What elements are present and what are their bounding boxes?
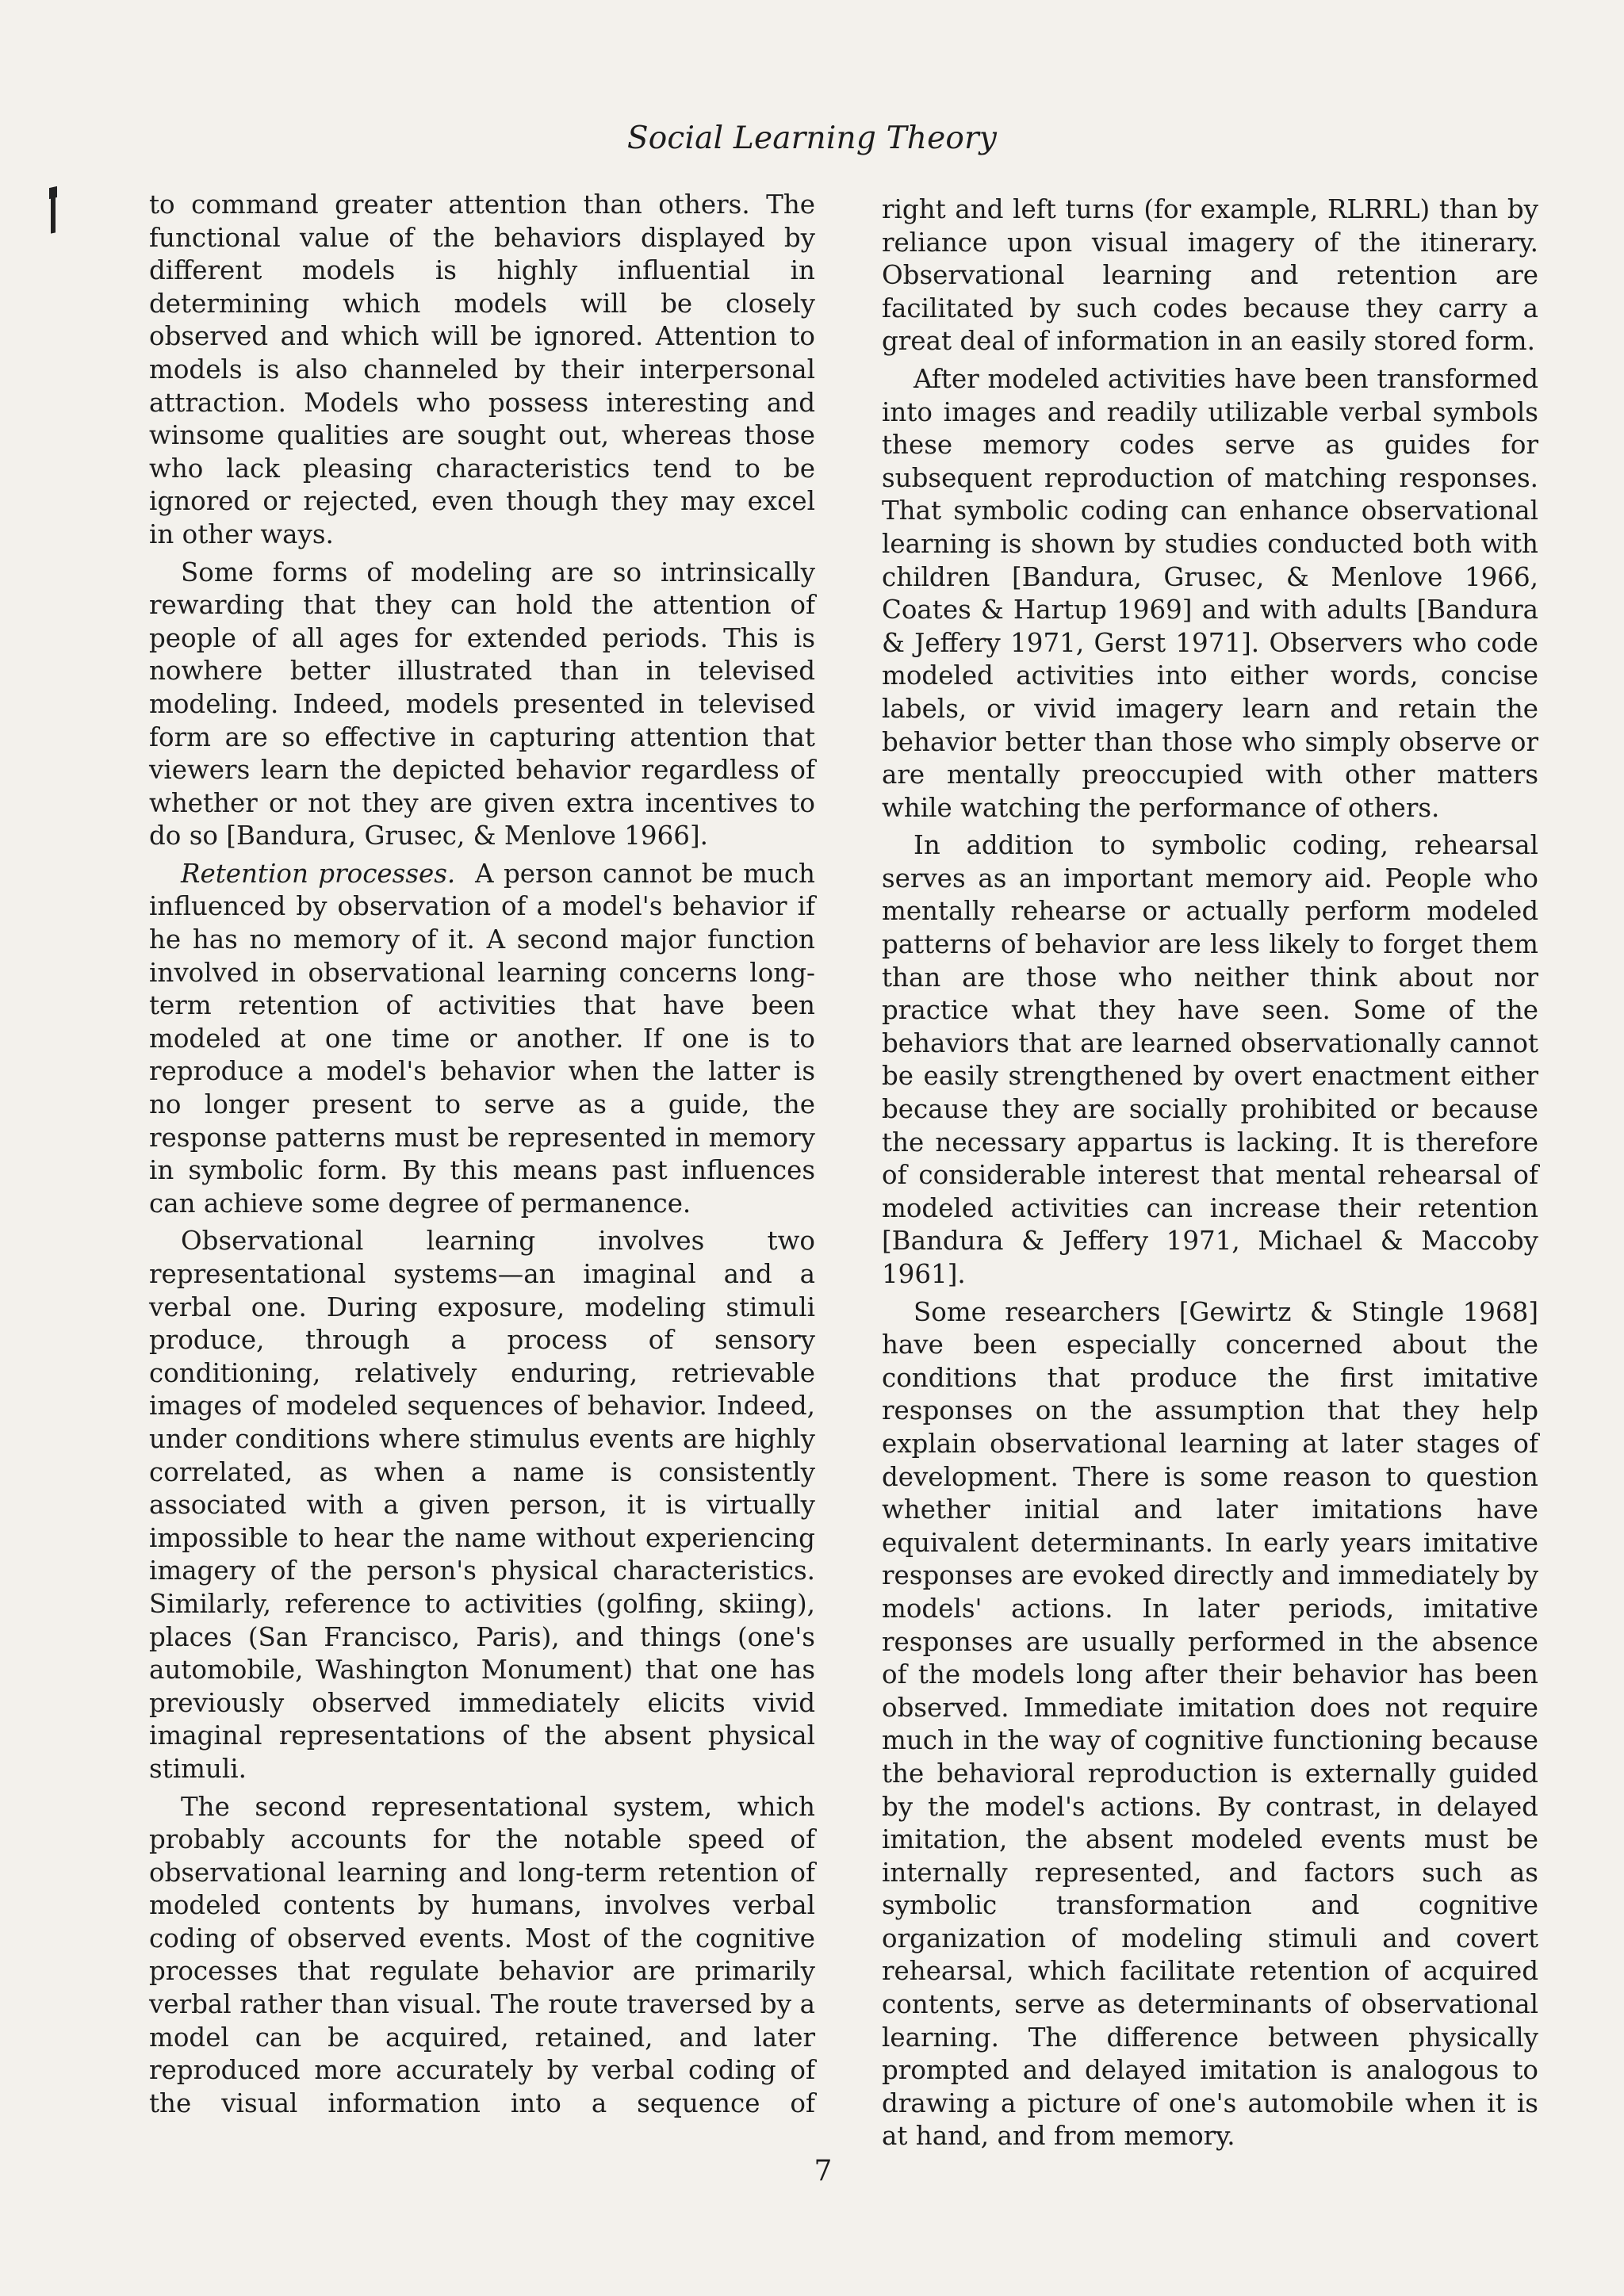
section-heading-retention: Retention processes. [181,858,456,889]
paragraph-body: A person cannot be much influenced by observation of a model's behavior if he has no memory of it. A second major function involved in observational learning concerns long-term retention of activities that have been modeled at one time or another. If one is to reproduce a model's behavior when the latter is no longer present to serve as a guide, the response patterns must be represented in memory in symbolic form. By this means past influences can achieve some degree of permanence. [149,858,815,1219]
page-number: 7 [814,2155,833,2187]
left-column [149,189,815,2125]
paragraph: Some researchers [Gewirtz & Stingle 1968] have been especially concerned about the conditions that produce the first imitative responses on the assumption that they help explain observational learning at later stages of development. There is some reason to question whether initial and later imitations have equivalent determinants. In early years imitative responses are evoked directly and immediately by models' actions. In later periods, imitative responses are usually performed in the absence of the models long after their behavior has been observed. Immediate imitation does not require much in the way of cognitive functioning because the behavioral reproduction is externally guided by the model's actions. By contrast, in delayed imitation, the absent modeled events must be internally represented, and factors such as symbolic transformation and cognitive organization of modeling stimuli and covert rehearsal, which facilitate retention of acquired contents, serve as determinants of observational learning. The difference between physically prompted and delayed imitation is analogous to drawing a picture of one's automobile when it is at hand, and from memory. [882,1296,1538,2152]
paragraph-with-run-in-heading [149,858,815,1221]
margin-mark [51,189,56,233]
running-header: Social Learning Theory [626,121,998,156]
right-column [882,193,1538,2158]
paragraph: Some forms of modeling are so intrinsically rewarding that they can hold the attention of people of all ages for extended periods. This is nowhere better illustrated than in televised modeling. Indeed, models presented in televised form are so effective in capturing attention that viewers learn the depicted behavior regardless of whether or not they are given extra incentives to do so [Bandura, Grusec, & Menlove 1966]. [149,557,815,851]
paragraph: The second representational system, which probably accounts for the notable speed of observational learning and long-term retention of modeled contents by humans, involves verbal coding of observed events. Most of the cognitive processes that regulate behavior are primarily verbal rather than visual. The route traversed by a model can be acquired, retained, and later reproduced more accurately by verbal coding of the visual information into a sequence of [149,1791,815,2118]
paragraph: to command greater attention than others. The functional value of the behaviors displayed by different models is highly influential in determining which models will be closely observed and which will be ignored. Attention to models is also channeled by their interpersonal attraction. Models who possess interesting and winsome qualities are sought out, whereas those who lack pleasing characteristics tend to be ignored or rejected, even though they may excel in other ways. [149,189,815,549]
paragraph: Observational learning involves two representational systems—an imaginal and a verbal one. During exposure, modeling stimuli produce, through a process of sensory conditioning, relatively enduring, retrievable images of modeled sequences of behavior. Indeed, under conditions where stimulus events are highly correlated, as when a name is consistently associated with a given person, it is virtually impossible to hear the name without experiencing imagery of the person's physical characteristics. Similarly, reference to activities (golfing, skiing), places (San Francisco, Paris), and things (one's automobile, Washington Monument) that one has previously observed immediately elicits vivid imaginal representations of the absent physical stimuli. [149,1226,815,1784]
paragraph: After modeled activities have been transformed into images and readily utilizable verbal symbols these memory codes serve as guides for subsequent reproduction of matching responses. That symbolic coding can enhance observational learning is shown by studies conducted both with children [Bandura, Grusec, & Menlove 1966, Coates & Hartup 1969] and with adults [Bandura & Jeffery 1971, Gerst 1971]. Observers who code modeled activities into either words, concise labels, or vivid imagery learn and retain the behavior better than those who simply observe or are mentally preoccupied with other matters while watching the performance of others. [882,363,1538,823]
paragraph: right and left turns (for example, RLRRL) than by reliance upon visual imagery of the itinerary. Observational learning and retention are facilitated by such codes because they carry a great deal of information in an easily stored form. [882,194,1538,357]
paragraph: In addition to symbolic coding, rehearsal serves as an important memory aid. People who mentally rehearse or actually perform modeled patterns of behavior are less likely to forget them than are those who neither think about nor practice what they have seen. Some of the behaviors that are learned observationally cannot be easily strengthened by overt enactment either because they are socially prohibited or because the necessary appartus is lacking. It is therefore of considerable interest that mental rehearsal of modeled activities can increase their retention [Bandura & Jeffery 1971, Michael & Maccoby 1961]. [882,830,1538,1289]
